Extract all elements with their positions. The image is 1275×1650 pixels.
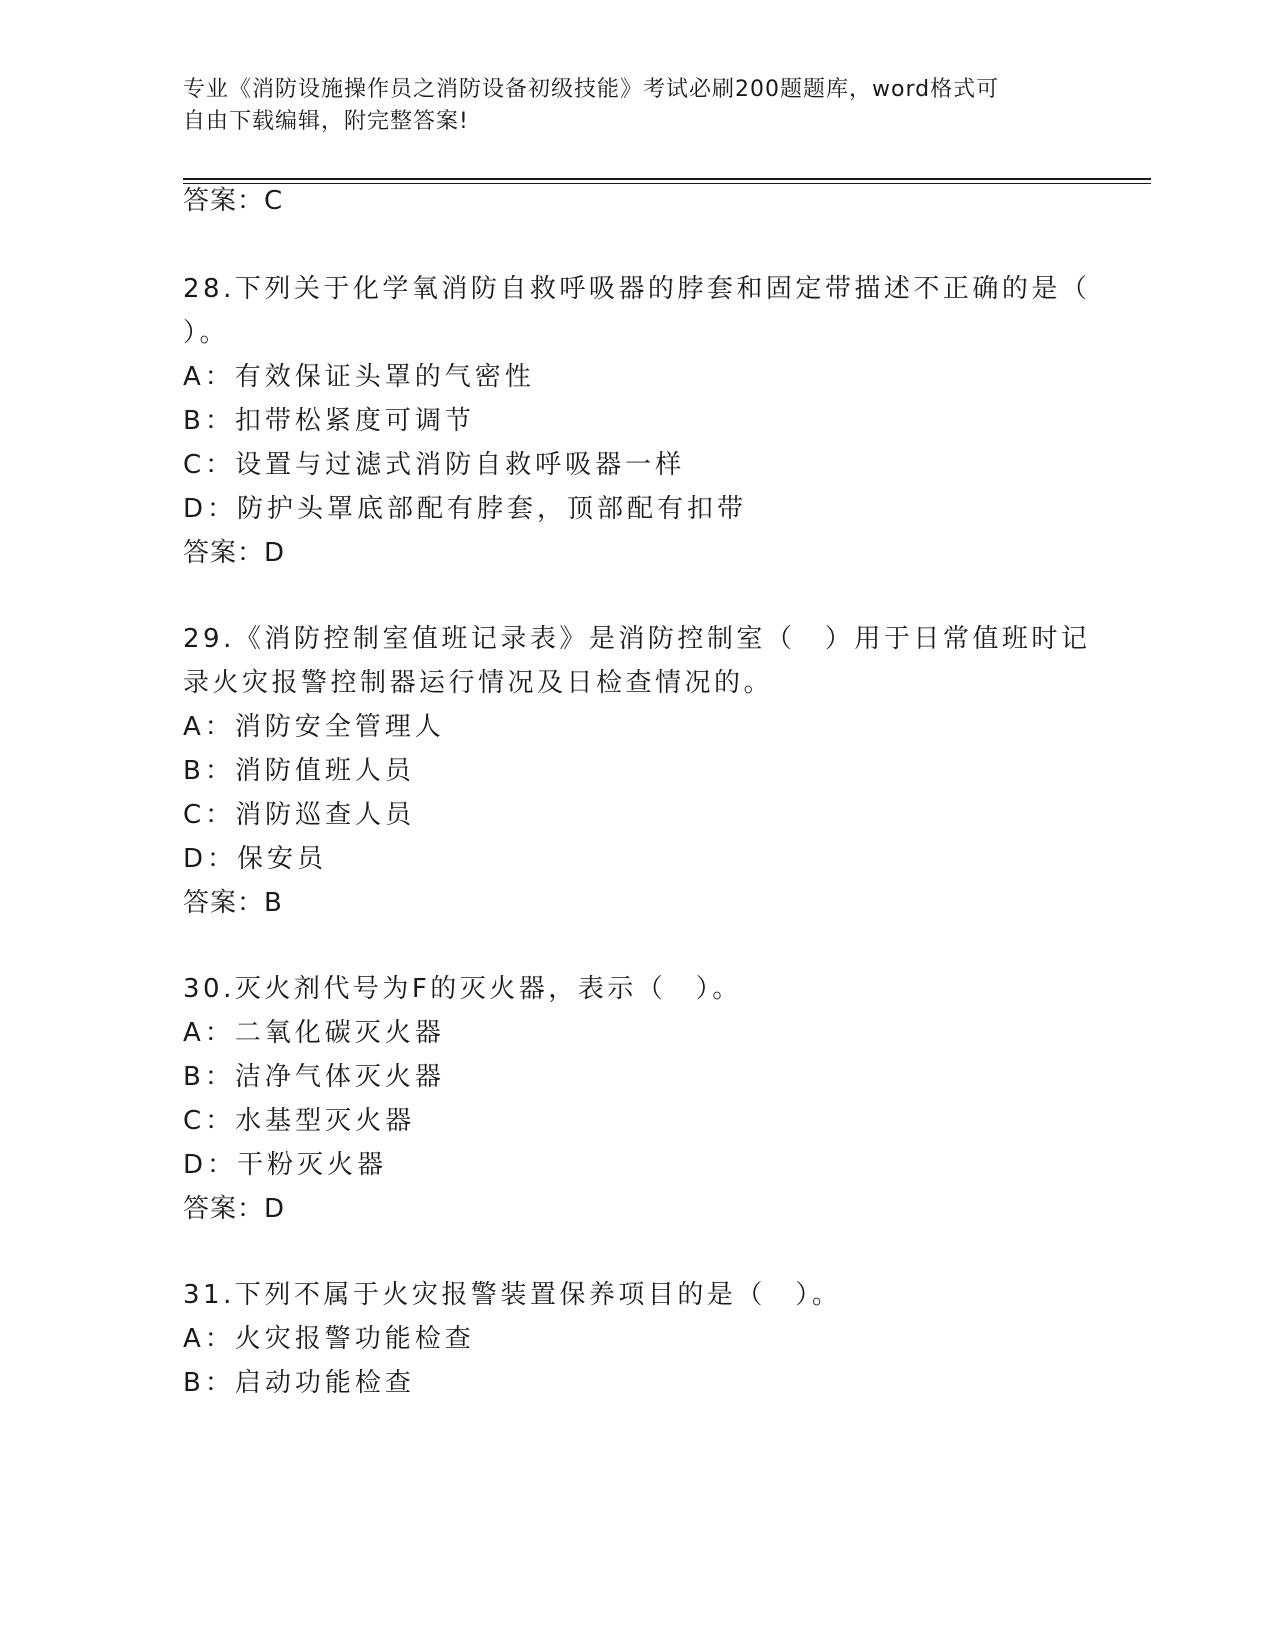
question-31-stem: 31.下列不属于火灾报警装置保养项目的是（ ）。	[183, 1280, 842, 1310]
question-28-stem-line-2: ）。	[183, 318, 230, 348]
header-divider-thick	[183, 178, 1151, 180]
question-29-option-d: D：保安员	[183, 844, 328, 874]
question-30-option-b: B：洁净气体灭火器	[183, 1062, 445, 1092]
question-28-option-b: B：扣带松紧度可调节	[183, 406, 475, 436]
question-29-option-b: B：消防值班人员	[183, 756, 415, 786]
question-29-option-c: C：消防巡查人员	[183, 800, 416, 830]
question-31-option-b: B：启动功能检查	[183, 1368, 415, 1398]
document-header	[183, 74, 1063, 138]
question-28-stem-line-1: 28.下列关于化学氧消防自救呼吸器的脖套和固定带描述不正确的是（	[183, 274, 1091, 304]
question-29-option-a: A：消防安全管理人	[183, 712, 445, 742]
question-30-option-d: D：干粉灭火器	[183, 1150, 388, 1180]
question-28-answer: 答案：D	[183, 538, 286, 568]
header-divider-thin	[183, 183, 1151, 184]
question-28-option-a: A：有效保证头罩的气密性	[183, 362, 535, 392]
question-28-option-d: D：防护头罩底部配有脖套，顶部配有扣带	[183, 494, 748, 524]
question-29-stem-line-1: 29.《消防控制室值班记录表》是消防控制室（ ）用于日常值班时记	[183, 624, 1091, 654]
header-line-2: 自由下载编辑，附完整答案!	[183, 109, 469, 134]
header-line-1: 专业《消防设施操作员之消防设备初级技能》考试必刷200题题库，word格式可	[183, 77, 1000, 102]
question-31-option-a: A：火灾报警功能检查	[183, 1324, 475, 1354]
previous-answer: 答案：C	[183, 186, 284, 216]
question-28-option-c: C：设置与过滤式消防自救呼吸器一样	[183, 450, 686, 480]
question-30-stem: 30.灭火剂代号为F的灭火器，表示（ ）。	[183, 974, 742, 1004]
question-30-answer: 答案：D	[183, 1194, 286, 1224]
question-29-stem-line-2: 录火灾报警控制器运行情况及日检查情况的。	[183, 668, 774, 698]
question-30-option-c: C：水基型灭火器	[183, 1106, 416, 1136]
question-29-answer: 答案：B	[183, 888, 283, 918]
question-30-option-a: A：二氧化碳灭火器	[183, 1018, 445, 1048]
